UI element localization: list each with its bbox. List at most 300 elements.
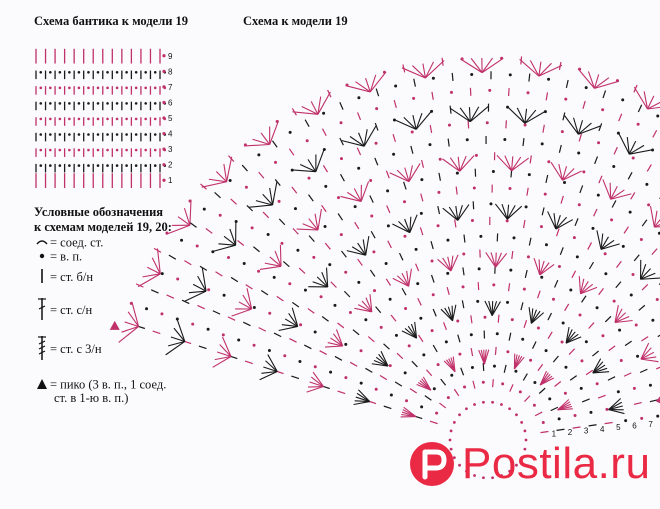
chain-dot xyxy=(540,225,543,228)
chain-dot xyxy=(161,272,164,275)
stitch xyxy=(350,362,357,366)
stitch xyxy=(523,374,527,381)
fan-stitch xyxy=(502,204,507,219)
stitch xyxy=(391,315,396,321)
stitch xyxy=(243,322,250,325)
chain-dot xyxy=(375,107,378,110)
chain-dot xyxy=(633,387,636,390)
stitch xyxy=(521,302,523,310)
chain-dot xyxy=(561,341,564,344)
stitch xyxy=(555,381,561,386)
stitch xyxy=(616,282,621,288)
chain-dot xyxy=(387,224,390,227)
chain-dot xyxy=(245,186,248,189)
chain-dot xyxy=(640,417,643,420)
chain-dot xyxy=(267,233,270,236)
stitch xyxy=(530,155,531,163)
stitch xyxy=(471,348,472,356)
single-crochet-icon xyxy=(34,267,50,288)
stitch xyxy=(422,160,424,168)
chain-dot xyxy=(471,366,474,369)
chain-dot xyxy=(636,355,639,358)
chain-dot xyxy=(395,334,398,337)
chain-dot xyxy=(574,414,577,417)
stitch xyxy=(458,335,460,343)
stitch xyxy=(548,332,552,339)
chain-dot xyxy=(456,319,459,322)
fan-stitch xyxy=(453,305,456,321)
stitch xyxy=(543,125,544,133)
stitch xyxy=(358,259,363,265)
legend-item-double-crochet: = ст. с/н xyxy=(34,297,92,324)
chain-dot xyxy=(511,318,514,321)
stitch xyxy=(430,125,431,133)
stitch xyxy=(200,266,207,270)
stitch xyxy=(504,365,506,373)
stitch xyxy=(599,288,604,294)
stitch xyxy=(656,366,660,369)
triple-crochet-icon xyxy=(34,335,50,364)
chain-dot xyxy=(278,200,281,203)
chain-dot xyxy=(404,371,407,374)
stitch xyxy=(404,182,406,190)
chain-dot xyxy=(357,281,360,284)
stitch xyxy=(642,284,648,290)
fan-stitch xyxy=(578,126,600,134)
chain-dot xyxy=(448,124,451,127)
fan-stitch xyxy=(610,183,611,200)
fan-stitch xyxy=(370,72,386,92)
stitch xyxy=(215,192,221,197)
chain-dot xyxy=(589,411,592,414)
chain-dot xyxy=(223,294,226,297)
stitch xyxy=(421,194,423,202)
stitch xyxy=(376,307,381,313)
stitch xyxy=(561,196,563,204)
row-number: 2 xyxy=(567,428,573,438)
stitch xyxy=(322,317,328,322)
stitch xyxy=(493,379,494,387)
bow-chart-title: Схема бантика к модели 19 xyxy=(34,14,189,28)
stitch xyxy=(238,241,244,246)
chain-dot xyxy=(229,179,232,182)
fan-stitch xyxy=(539,65,562,76)
stitch xyxy=(322,205,327,212)
stitch xyxy=(325,243,330,249)
stitch xyxy=(612,200,616,207)
chain-dot xyxy=(437,191,440,194)
chain-dot xyxy=(527,91,530,94)
foundation-chain xyxy=(482,401,485,404)
stitch xyxy=(498,315,499,323)
stitch xyxy=(582,399,589,402)
chain-dot xyxy=(612,165,615,168)
chain-dot xyxy=(428,143,431,146)
foundation-chain xyxy=(515,413,518,416)
legend-item-picot-cont: ст. в 1-ю в. п.) xyxy=(54,391,129,405)
stitch xyxy=(365,368,372,372)
chain-dot xyxy=(243,262,246,265)
chain-dot xyxy=(632,156,635,159)
stitch xyxy=(586,370,593,374)
stitch xyxy=(197,305,204,308)
stitch xyxy=(592,351,598,356)
stitch xyxy=(402,288,406,295)
chain-dot xyxy=(561,130,564,133)
chain-dot xyxy=(596,382,599,385)
chain-dot xyxy=(458,353,461,356)
chain-dot xyxy=(616,79,619,82)
fan-stitch xyxy=(588,71,594,88)
chain-dot xyxy=(482,381,485,384)
stitch xyxy=(580,185,583,192)
fan-stitch xyxy=(603,179,611,199)
stitch xyxy=(412,361,418,367)
stitch xyxy=(433,309,436,316)
chain-dot xyxy=(403,235,406,238)
chain-dot xyxy=(563,181,566,184)
stitch xyxy=(553,356,558,362)
chain-dot xyxy=(576,255,579,258)
stitch xyxy=(320,351,327,355)
chain-dot xyxy=(645,183,648,186)
stitch xyxy=(433,345,437,352)
stitch xyxy=(624,373,631,376)
chain-dot xyxy=(527,255,530,258)
chain-dot xyxy=(227,256,230,259)
fan-stitch xyxy=(460,156,474,172)
stitch xyxy=(420,227,422,235)
chain-dot xyxy=(501,382,504,385)
stitch xyxy=(599,123,602,131)
stitch xyxy=(353,330,359,335)
chain-dot xyxy=(601,334,604,337)
stitch xyxy=(589,262,593,269)
chain-dot xyxy=(385,262,388,265)
chain-dot xyxy=(237,339,240,342)
stitch xyxy=(410,389,417,393)
chain-dot xyxy=(521,338,524,341)
chain-dot xyxy=(596,306,599,309)
stitch xyxy=(565,304,569,311)
fan-stitch xyxy=(451,109,470,122)
fan-stitch xyxy=(416,113,422,129)
stitch xyxy=(371,231,375,238)
chain-dot xyxy=(412,97,415,100)
chain-dot xyxy=(207,288,210,291)
chain-dot xyxy=(656,298,659,301)
chain-dot xyxy=(446,272,449,275)
bow-row-number: 5 xyxy=(168,114,173,123)
stitch xyxy=(439,173,440,181)
chain-dot xyxy=(373,289,376,292)
chain-dot xyxy=(604,252,607,255)
chain-dot xyxy=(621,98,624,101)
fan-stitch xyxy=(460,59,482,73)
chain-dot xyxy=(354,205,357,208)
fan-stitch xyxy=(119,326,139,342)
foundation-chain xyxy=(523,430,526,433)
stitch xyxy=(400,253,403,260)
chain-dot xyxy=(640,238,643,241)
chain-dot xyxy=(545,349,548,352)
chain-dot xyxy=(344,376,347,379)
chain-dot xyxy=(475,154,478,157)
chain-dot xyxy=(431,329,434,332)
fan-stitch xyxy=(578,69,594,89)
chain-dot xyxy=(276,120,279,123)
watermark-text: Postila.ru xyxy=(462,439,651,488)
stitch xyxy=(259,328,266,332)
chain-dot xyxy=(525,205,528,208)
stitch xyxy=(573,427,581,428)
stitch xyxy=(231,199,237,204)
stitch xyxy=(638,105,641,112)
stitch xyxy=(572,271,576,278)
chain-dot xyxy=(573,236,576,239)
stitch xyxy=(512,251,513,259)
stitch xyxy=(625,341,632,346)
chain-dot xyxy=(582,170,585,173)
legend-item-single-crochet: = ст. б/н xyxy=(34,267,93,288)
chain-stitch-icon xyxy=(34,251,50,264)
stitch xyxy=(386,279,390,286)
chain-dot xyxy=(375,142,378,145)
chain-dot xyxy=(523,288,526,291)
chain-dot xyxy=(357,96,360,99)
chain-dot xyxy=(651,149,654,152)
chain-dot xyxy=(420,212,423,215)
stitch xyxy=(583,101,585,109)
chain-dot xyxy=(620,359,623,362)
fan-stitch xyxy=(496,253,507,267)
chain-dot xyxy=(629,211,632,214)
stitch xyxy=(624,227,628,234)
chain-dot xyxy=(222,333,225,336)
stitch xyxy=(559,145,561,153)
stitch xyxy=(582,296,586,303)
chain-dot xyxy=(274,161,277,164)
picot-marker xyxy=(110,321,120,330)
fan-stitch xyxy=(227,157,232,182)
stitch xyxy=(454,389,458,396)
chain-dot xyxy=(389,364,392,367)
stitch xyxy=(426,370,431,376)
chain-dot xyxy=(160,312,163,315)
fan-stitch xyxy=(482,58,492,73)
stitch xyxy=(619,114,622,121)
stitch xyxy=(447,287,449,295)
stitch xyxy=(529,74,530,82)
chain-dot xyxy=(180,239,183,242)
chain-dot xyxy=(415,248,418,251)
fan-stitch xyxy=(458,205,463,220)
chain-dot xyxy=(656,114,659,117)
fan-stitch xyxy=(361,181,368,201)
chain-dot xyxy=(349,311,352,314)
chain-dot xyxy=(450,374,453,377)
stitch xyxy=(560,247,563,254)
stitch xyxy=(338,391,346,393)
chain-dot xyxy=(257,153,260,156)
stitch xyxy=(388,241,392,248)
chain-dot xyxy=(470,73,473,76)
stitch xyxy=(524,220,525,228)
chain-dot xyxy=(542,421,545,424)
row-number: 5 xyxy=(616,423,621,433)
stitch xyxy=(557,229,560,237)
chain-dot xyxy=(547,160,550,163)
chain-dot xyxy=(364,318,367,321)
stitch xyxy=(598,395,605,398)
stitch xyxy=(432,275,435,283)
stitch xyxy=(309,195,314,201)
chain-dot xyxy=(580,359,583,362)
chain-dot xyxy=(466,138,469,141)
chain-dot xyxy=(390,393,393,396)
stitch xyxy=(589,323,594,329)
fan-stitch xyxy=(460,156,466,171)
chain-dot xyxy=(509,269,512,272)
stitch xyxy=(370,195,373,202)
stitch xyxy=(529,238,531,246)
stitch xyxy=(555,280,558,287)
stitch xyxy=(442,58,443,66)
stitch xyxy=(308,309,314,314)
stitch xyxy=(292,302,299,307)
stitch xyxy=(634,255,639,261)
chain-dot xyxy=(176,277,179,280)
stitch xyxy=(639,305,645,310)
bow-row-number: 7 xyxy=(168,82,173,92)
stitch xyxy=(338,214,342,221)
stitch xyxy=(291,376,299,378)
stitch xyxy=(628,172,632,179)
stitch xyxy=(380,376,387,380)
chain-dot xyxy=(235,220,238,223)
stitch xyxy=(634,403,642,405)
stitch xyxy=(370,270,375,277)
stitch xyxy=(588,242,592,249)
chain-dot xyxy=(618,329,621,332)
stitch xyxy=(279,219,284,225)
chain-dot xyxy=(450,91,453,94)
chain-dot xyxy=(176,318,179,321)
legend-item-triple-crochet: = ст. с 3/н xyxy=(34,335,102,364)
chain-dot xyxy=(483,316,486,319)
fan-stitch xyxy=(470,107,479,122)
chain-dot xyxy=(479,235,482,238)
fan-stitch xyxy=(316,150,324,172)
stitch xyxy=(253,247,259,252)
chain-dot xyxy=(486,121,489,124)
fan-stitch xyxy=(497,155,512,170)
chain-dot xyxy=(328,263,331,266)
row-number: 3 xyxy=(583,426,589,436)
chain-dot xyxy=(446,239,449,242)
foundation-chain xyxy=(453,421,456,424)
chain-dot xyxy=(601,108,604,111)
stitch xyxy=(569,349,575,355)
fan-stitch xyxy=(597,230,601,249)
chain-dot xyxy=(288,282,291,285)
chain-dot xyxy=(492,283,495,286)
chain-dot xyxy=(519,390,522,393)
stitch xyxy=(439,403,445,408)
legend-item-chain: = в. п. xyxy=(34,249,82,265)
stitch xyxy=(299,268,305,273)
fan-stitch xyxy=(529,307,531,323)
chain-dot xyxy=(506,219,509,222)
chain-dot xyxy=(416,282,419,285)
foundation-chain xyxy=(520,421,523,424)
chain-dot xyxy=(500,57,503,60)
fan-stitch xyxy=(594,81,619,88)
chain-dot xyxy=(585,86,588,89)
fan-stitch xyxy=(495,204,507,219)
stitch xyxy=(533,341,537,348)
stitch xyxy=(652,249,657,255)
stitch xyxy=(418,298,422,305)
chain-dot xyxy=(447,396,450,399)
fan-stitch xyxy=(460,108,470,122)
stitch xyxy=(277,296,284,300)
fan-stitch xyxy=(471,58,482,72)
chain-dot xyxy=(431,259,434,262)
stitch xyxy=(647,165,651,172)
chain-dot xyxy=(360,349,363,352)
fan-stitch xyxy=(390,173,409,182)
fan-stitch xyxy=(185,291,206,301)
fan-stitch xyxy=(482,58,503,72)
chain-dot xyxy=(544,193,547,196)
fan-stitch xyxy=(370,75,376,92)
chain-dot xyxy=(322,112,325,115)
chain-dot xyxy=(432,77,435,80)
stitch xyxy=(338,323,344,328)
chain-dot xyxy=(435,412,438,415)
chain-dot xyxy=(473,186,476,189)
foundation-chain xyxy=(491,401,494,404)
chain-dot xyxy=(296,249,299,252)
bow-row-number: 6 xyxy=(168,98,173,108)
stitch xyxy=(414,79,416,87)
chain-dot xyxy=(420,405,423,408)
chain-dot xyxy=(268,349,271,352)
fan-stitch xyxy=(366,236,369,255)
fan-stitch xyxy=(218,244,235,245)
fan-stitch xyxy=(318,209,321,230)
chain-dot xyxy=(306,139,309,142)
stitch xyxy=(167,295,174,298)
stitch xyxy=(450,106,451,114)
stitch xyxy=(557,429,565,430)
fan-stitch xyxy=(260,266,281,269)
chain-dot xyxy=(251,226,254,229)
stitch xyxy=(153,331,161,333)
stitch xyxy=(542,207,544,215)
foundation-chain xyxy=(450,430,453,433)
fan-stitch xyxy=(485,301,492,316)
fan-stitch xyxy=(402,68,425,78)
stitch xyxy=(395,382,402,386)
stitch xyxy=(464,235,465,243)
stitch xyxy=(566,80,568,88)
fan-stitch xyxy=(395,120,416,129)
chain-dot xyxy=(456,172,459,175)
stitch xyxy=(538,364,543,370)
stitch xyxy=(199,346,207,348)
